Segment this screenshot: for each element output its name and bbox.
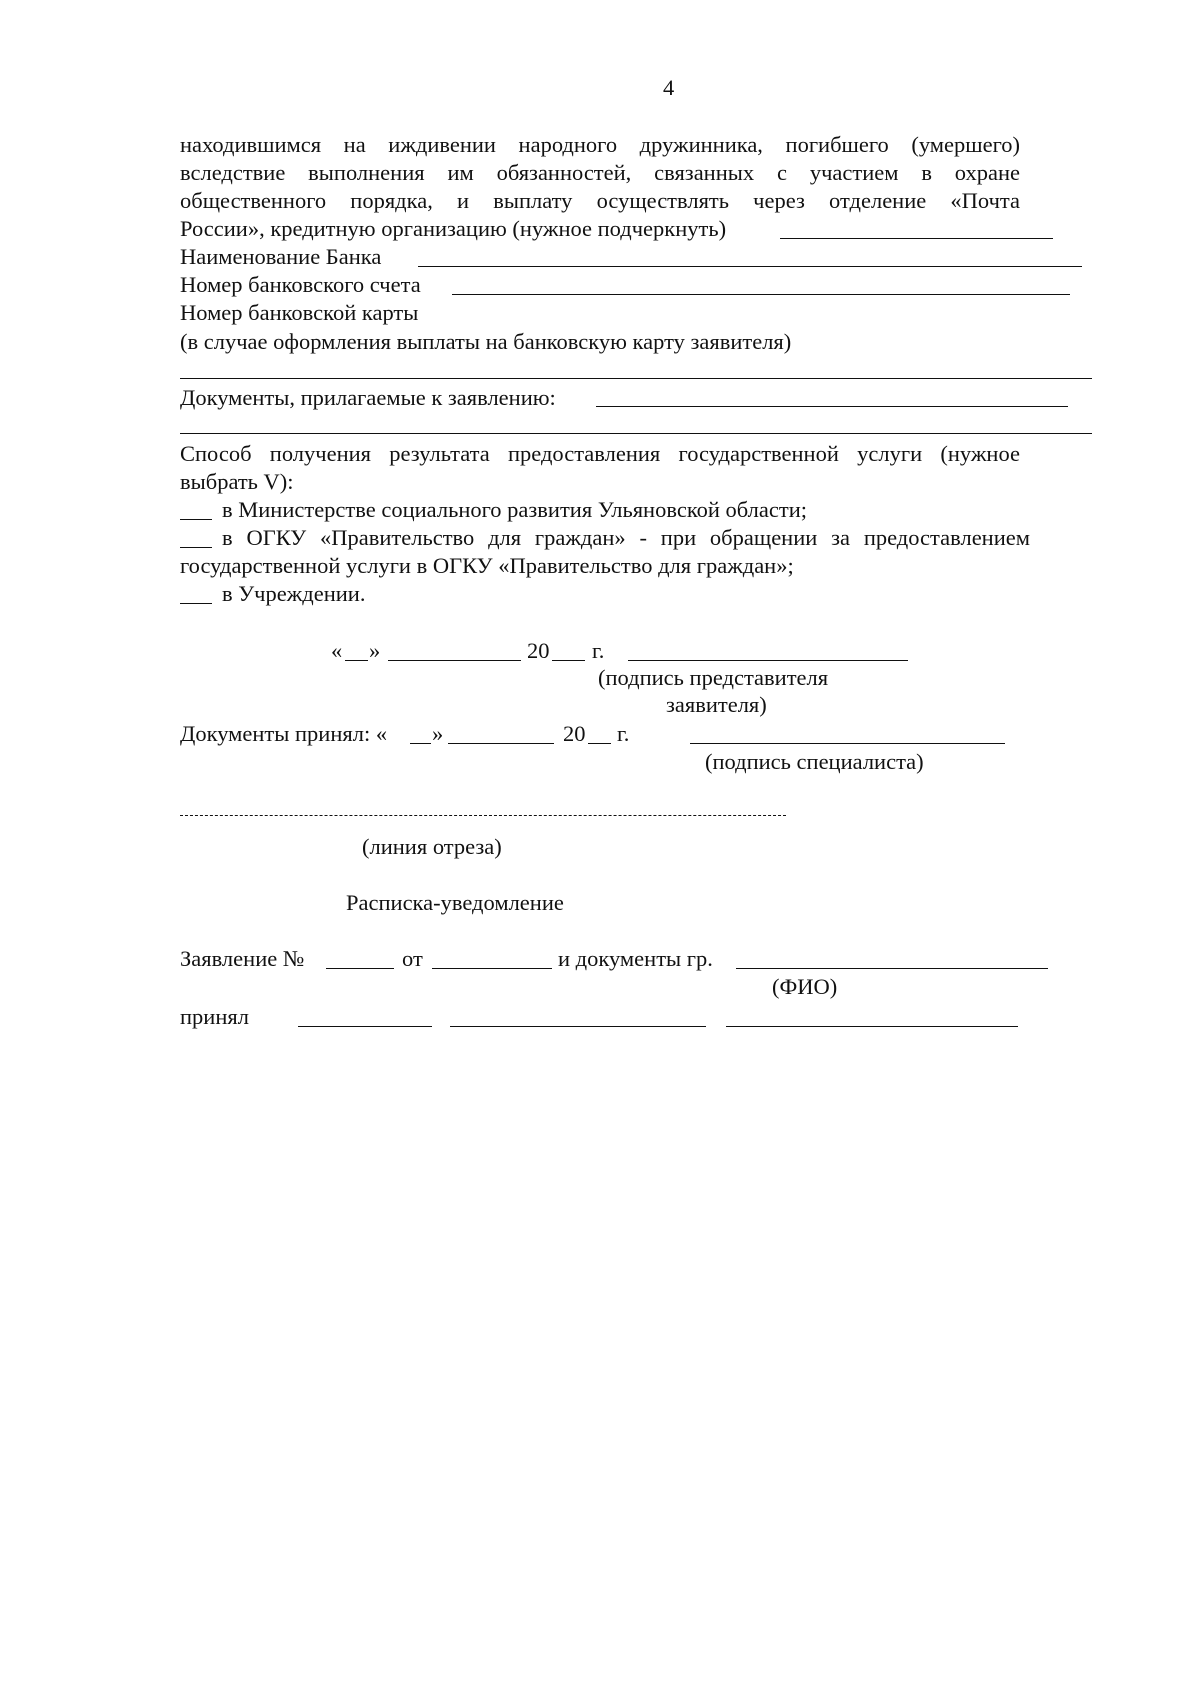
cut-line-label: (линия отреза) bbox=[362, 834, 502, 859]
accepted-year-suffix: г. bbox=[617, 721, 630, 746]
receipt-fio-caption: (ФИО) bbox=[772, 974, 838, 999]
page-number: 4 bbox=[663, 75, 675, 100]
cut-line bbox=[180, 815, 786, 816]
method-title-line-2: выбрать V): bbox=[180, 469, 294, 494]
option-institution-label: в Учреждении. bbox=[222, 581, 366, 606]
receipt-fio-field[interactable] bbox=[736, 968, 1048, 969]
receipt-accepted-label: принял bbox=[180, 1004, 249, 1029]
date-year-suffix: г. bbox=[592, 638, 605, 663]
specialist-signature-caption: (подпись специалиста) bbox=[705, 749, 924, 774]
option-ministry-checkbox[interactable] bbox=[180, 519, 212, 520]
receipt-statement-label: Заявление № bbox=[180, 946, 305, 971]
payment-method-field[interactable] bbox=[780, 238, 1053, 239]
accepted-label: Документы принял: « bbox=[180, 721, 388, 746]
receipt-title: Расписка-уведомление bbox=[346, 890, 564, 915]
applicant-signature-field[interactable] bbox=[628, 660, 908, 661]
method-title-line-1: Способ получения результата предоставления государственной услуги (нужное bbox=[180, 441, 1020, 466]
receipt-documents-of-label: и документы гр. bbox=[558, 946, 713, 971]
intro-line-2: вследствие выполнения им обязанностей, связанных с участием в охране bbox=[180, 160, 1020, 185]
receipt-accepted-signature-field[interactable] bbox=[450, 1026, 706, 1027]
option-institution-checkbox[interactable] bbox=[180, 603, 212, 604]
bank-card-note: (в случае оформления выплаты на банковскую карту заявителя) bbox=[180, 329, 792, 354]
documents-field[interactable] bbox=[596, 406, 1068, 407]
date-day-field[interactable] bbox=[345, 660, 368, 661]
bank-name-field[interactable] bbox=[418, 266, 1082, 267]
bank-account-field[interactable] bbox=[452, 294, 1070, 295]
documents-field-continued[interactable] bbox=[180, 433, 1092, 434]
bank-card-field[interactable] bbox=[180, 378, 1092, 379]
receipt-date-field[interactable] bbox=[432, 968, 552, 969]
documents-label: Документы, прилагаемые к заявлению: bbox=[180, 385, 556, 410]
applicant-signature-caption-line-1: (подпись представителя bbox=[598, 665, 829, 690]
intro-line-3: общественного порядка, и выплату осуществлять через отделение «Почта bbox=[180, 188, 1020, 213]
receipt-from-label: от bbox=[402, 946, 423, 971]
option-ogku-checkbox[interactable] bbox=[180, 547, 212, 548]
accepted-year-prefix: 20 bbox=[563, 721, 586, 746]
date-year-field[interactable] bbox=[552, 660, 585, 661]
accepted-month-field[interactable] bbox=[448, 743, 554, 744]
option-ogku-label-line-2: государственной услуги в ОГКУ «Правительство для граждан»; bbox=[180, 553, 794, 578]
intro-line-4: России», кредитную организацию (нужное подчеркнуть) bbox=[180, 216, 727, 241]
option-ogku-label-line-1: в ОГКУ «Правительство для граждан» - при обращении за предоставлением bbox=[222, 525, 1030, 550]
date-year-prefix: 20 bbox=[527, 638, 550, 663]
receipt-accepted-date-field[interactable] bbox=[298, 1026, 432, 1027]
accepted-quote-close: » bbox=[432, 721, 444, 746]
specialist-signature-field[interactable] bbox=[690, 743, 1005, 744]
receipt-statement-number-field[interactable] bbox=[326, 968, 394, 969]
bank-account-label: Номер банковского счета bbox=[180, 272, 421, 297]
date-quote-close: » bbox=[369, 638, 381, 663]
accepted-year-field[interactable] bbox=[588, 743, 611, 744]
intro-line-1: находившимся на иждивении народного дружинника, погибшего (умершего) bbox=[180, 132, 1020, 157]
accepted-day-field[interactable] bbox=[410, 743, 431, 744]
applicant-signature-caption-line-2: заявителя) bbox=[666, 692, 767, 717]
date-month-field[interactable] bbox=[388, 660, 521, 661]
receipt-accepted-name-field[interactable] bbox=[726, 1026, 1018, 1027]
date-quote-open: « bbox=[331, 638, 343, 663]
option-ministry-label: в Министерстве социального развития Ульяновской области; bbox=[222, 497, 807, 522]
bank-name-label: Наименование Банка bbox=[180, 244, 382, 269]
bank-card-label: Номер банковской карты bbox=[180, 300, 419, 325]
